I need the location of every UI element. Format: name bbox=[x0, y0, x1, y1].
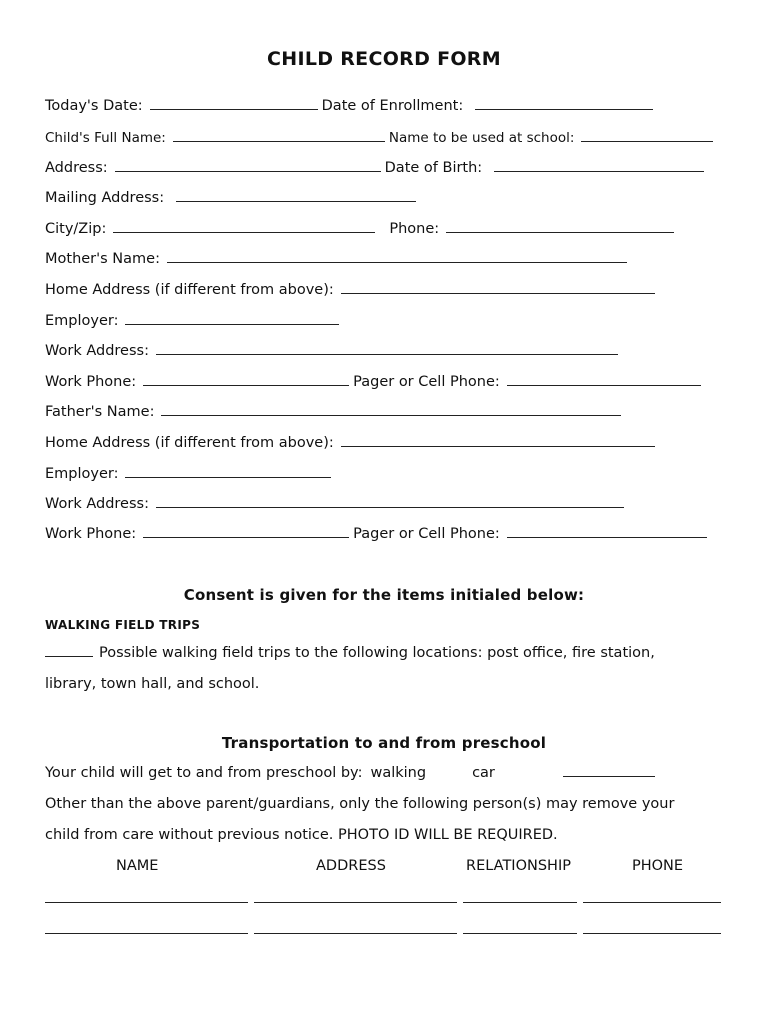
consent-heading: Consent is given for the items initialed below: bbox=[183, 586, 585, 604]
walking-initial-field[interactable] bbox=[45, 656, 93, 657]
mailing-address-label: Mailing Address: bbox=[45, 190, 165, 206]
address-field[interactable] bbox=[115, 171, 381, 172]
row-father-home bbox=[45, 435, 659, 451]
dob-field[interactable] bbox=[494, 171, 704, 172]
walking-consent-text-cont: library, town hall, and school. bbox=[45, 676, 260, 692]
row-father-employer bbox=[45, 466, 335, 482]
mother-cell-field[interactable] bbox=[507, 385, 701, 386]
todays-date-label: Today's Date: bbox=[45, 98, 143, 114]
pickup-1-address-field[interactable] bbox=[254, 902, 457, 903]
mothers-name-field[interactable] bbox=[167, 262, 627, 263]
row-mother-home bbox=[45, 282, 659, 298]
father-employer-label: Employer: bbox=[45, 466, 119, 482]
mother-employer-field[interactable] bbox=[125, 324, 339, 325]
walking-field-trips-title: WALKING FIELD TRIPS bbox=[45, 618, 201, 632]
pickup-1-relationship-field[interactable] bbox=[463, 902, 577, 903]
row-father-phones bbox=[45, 526, 711, 542]
father-work-address-label: Work Address: bbox=[45, 496, 149, 512]
mother-work-phone-field[interactable] bbox=[143, 385, 349, 386]
fathers-name-label: Father's Name: bbox=[45, 404, 155, 420]
row-city bbox=[45, 221, 678, 237]
pickup-2-address-field[interactable] bbox=[254, 933, 457, 934]
pickup-2-relationship-field[interactable] bbox=[463, 933, 577, 934]
father-employer-field[interactable] bbox=[125, 477, 331, 478]
row-father-name bbox=[45, 404, 625, 420]
transport-options-line bbox=[45, 765, 659, 781]
row-mother-phones bbox=[45, 374, 705, 390]
father-home-address-field[interactable] bbox=[341, 446, 655, 447]
row-mother-work-address bbox=[45, 343, 622, 359]
fathers-name-field[interactable] bbox=[161, 415, 621, 416]
father-cell-label: Pager or Cell Phone: bbox=[353, 526, 500, 542]
father-home-address-label: Home Address (if different from above): bbox=[45, 435, 334, 451]
city-zip-field[interactable] bbox=[113, 232, 375, 233]
row-mother-employer bbox=[45, 313, 343, 329]
father-work-phone-label: Work Phone: bbox=[45, 526, 137, 542]
transport-prompt: Your child will get to and from preschool by: bbox=[45, 765, 363, 781]
pickup-notice-2: child from care without previous notice. PHOTO ID WILL BE REQUIRED. bbox=[45, 827, 558, 843]
school-name-label: Name to be used at school: bbox=[388, 130, 575, 146]
mailing-address-field[interactable] bbox=[176, 201, 416, 202]
enrollment-date-label: Date of Enrollment: bbox=[321, 98, 464, 114]
mother-work-address-label: Work Address: bbox=[45, 343, 149, 359]
column-address: ADDRESS bbox=[316, 858, 386, 874]
row-mailing bbox=[45, 190, 420, 206]
todays-date-field[interactable] bbox=[150, 109, 318, 110]
father-work-phone-field[interactable] bbox=[143, 537, 349, 538]
mother-work-address-field[interactable] bbox=[156, 354, 618, 355]
mothers-name-label: Mother's Name: bbox=[45, 251, 160, 267]
option-walking[interactable]: walking bbox=[370, 765, 427, 781]
form-title: CHILD RECORD FORM bbox=[267, 48, 501, 70]
row-father-work-address bbox=[45, 496, 628, 512]
mother-home-address-label: Home Address (if different from above): bbox=[45, 282, 334, 298]
phone-label: Phone: bbox=[389, 221, 440, 237]
pickup-2-phone-field[interactable] bbox=[583, 933, 721, 934]
row-child-name bbox=[45, 130, 717, 146]
pickup-notice-1: Other than the above parent/guardians, only the following person(s) may remove your bbox=[45, 796, 675, 812]
address-label: Address: bbox=[45, 160, 108, 176]
column-name: NAME bbox=[116, 858, 159, 874]
enrollment-date-field[interactable] bbox=[475, 109, 653, 110]
row-dates bbox=[45, 98, 657, 114]
childs-full-name-field[interactable] bbox=[173, 141, 385, 142]
mother-employer-label: Employer: bbox=[45, 313, 119, 329]
row-mother-name bbox=[45, 251, 631, 267]
mother-cell-label: Pager or Cell Phone: bbox=[353, 374, 500, 390]
walking-consent-line bbox=[45, 645, 655, 661]
mother-work-phone-label: Work Phone: bbox=[45, 374, 137, 390]
column-phone: PHONE bbox=[632, 858, 684, 874]
option-other-field[interactable] bbox=[563, 776, 655, 777]
father-cell-field[interactable] bbox=[507, 537, 707, 538]
pickup-1-phone-field[interactable] bbox=[583, 902, 721, 903]
row-address bbox=[45, 160, 708, 176]
dob-label: Date of Birth: bbox=[384, 160, 483, 176]
childs-full-name-label: Child's Full Name: bbox=[45, 130, 166, 146]
option-car[interactable]: car bbox=[472, 765, 495, 781]
pickup-1-name-field[interactable] bbox=[45, 902, 248, 903]
mother-home-address-field[interactable] bbox=[341, 293, 655, 294]
phone-field[interactable] bbox=[446, 232, 674, 233]
column-relationship: RELATIONSHIP bbox=[466, 858, 571, 874]
walking-consent-text: Possible walking field trips to the following locations: post office, fire station, bbox=[99, 645, 655, 661]
father-work-address-field[interactable] bbox=[156, 507, 624, 508]
pickup-2-name-field[interactable] bbox=[45, 933, 248, 934]
school-name-field[interactable] bbox=[581, 141, 713, 142]
transport-heading: Transportation to and from preschool bbox=[221, 734, 547, 752]
city-zip-label: City/Zip: bbox=[45, 221, 107, 237]
